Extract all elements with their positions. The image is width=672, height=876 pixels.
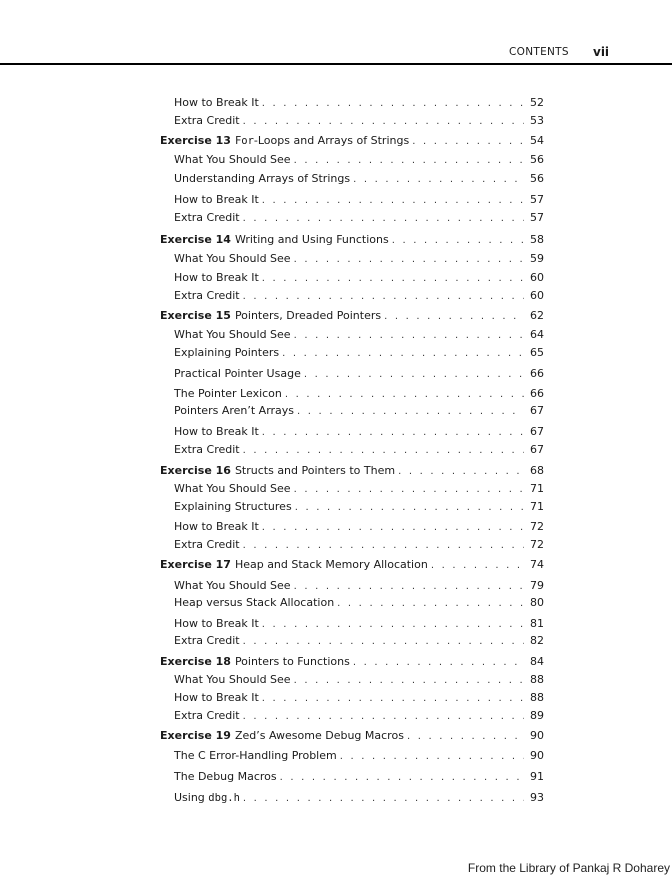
toc-entry[interactable] bbox=[174, 152, 544, 168]
entry-title-code: For bbox=[234, 135, 254, 147]
entry-title bbox=[174, 403, 297, 419]
entry-title-text: Extra Credit bbox=[174, 443, 240, 456]
entry-page-number: 88 bbox=[530, 691, 544, 704]
entry-title-text: Extra Credit bbox=[174, 538, 240, 551]
entry-page-number: 57 bbox=[530, 193, 544, 206]
dot-leader bbox=[262, 691, 524, 707]
toc-entry[interactable] bbox=[174, 288, 544, 304]
dot-leader bbox=[297, 404, 524, 420]
entry-page-number: 71 bbox=[530, 500, 544, 513]
dot-leader bbox=[262, 96, 524, 112]
entry-title bbox=[174, 690, 262, 706]
entry-page-number: 64 bbox=[530, 328, 544, 341]
entry-title bbox=[235, 557, 431, 573]
entry-title-text: How to Break It bbox=[174, 271, 259, 284]
entry-page-number: 72 bbox=[530, 538, 544, 551]
exercise-number: Exercise 15 bbox=[160, 309, 231, 322]
entry-title-text: What You Should See bbox=[174, 328, 291, 341]
entry-page-number: 66 bbox=[530, 387, 544, 400]
exercise-number: Exercise 18 bbox=[160, 655, 231, 668]
toc-entry[interactable] bbox=[174, 95, 544, 111]
entry-title bbox=[235, 232, 392, 248]
dot-leader bbox=[243, 538, 524, 554]
entry-title bbox=[174, 748, 340, 764]
entry-title bbox=[174, 251, 294, 267]
entry-page-number: 93 bbox=[530, 791, 544, 804]
entry-page-number: 67 bbox=[530, 425, 544, 438]
entry-title-text: Structs and Pointers to Them bbox=[234, 464, 396, 477]
entry-title bbox=[174, 537, 243, 553]
dot-leader bbox=[262, 425, 524, 441]
footer-watermark: From the Library of Pankaj R Doharey bbox=[467, 861, 670, 875]
toc-entry[interactable] bbox=[174, 345, 544, 361]
entry-title bbox=[174, 769, 280, 785]
entry-title bbox=[174, 616, 262, 632]
toc-entry[interactable] bbox=[174, 386, 544, 402]
toc-entry[interactable] bbox=[174, 499, 544, 515]
dot-leader bbox=[392, 233, 524, 249]
entry-title-text: What You Should See bbox=[174, 153, 291, 166]
exercise-number: Exercise 17 bbox=[160, 558, 231, 571]
entry-page-number: 54 bbox=[530, 134, 544, 147]
entry-title bbox=[235, 728, 407, 744]
entry-page-number: 88 bbox=[530, 673, 544, 686]
dot-leader bbox=[243, 634, 524, 650]
entry-title-text: How to Break It bbox=[174, 96, 259, 109]
toc-entry[interactable] bbox=[174, 616, 544, 632]
toc-exercise-entry[interactable] bbox=[160, 133, 544, 149]
exercise-number: Exercise 19 bbox=[160, 729, 231, 742]
entry-page-number: 52 bbox=[530, 96, 544, 109]
dot-leader bbox=[398, 464, 524, 480]
dot-leader bbox=[243, 114, 524, 130]
entry-title-text: Explaining Structures bbox=[174, 500, 292, 513]
entry-title-text: What You Should See bbox=[174, 252, 291, 265]
entry-title bbox=[174, 442, 243, 458]
entry-page-number: 90 bbox=[530, 729, 544, 742]
entry-page-number: 60 bbox=[530, 289, 544, 302]
entry-title bbox=[235, 133, 412, 149]
toc-entry[interactable] bbox=[174, 327, 544, 343]
entry-title-text: Explaining Pointers bbox=[174, 346, 280, 359]
entry-title bbox=[235, 308, 384, 324]
entry-title-text: How to Break It bbox=[174, 691, 259, 704]
toc-entry[interactable] bbox=[174, 481, 544, 497]
page-number: vii bbox=[593, 45, 610, 59]
entry-title-text: Heap versus Stack Allocation bbox=[174, 596, 335, 609]
entry-title bbox=[174, 633, 243, 649]
entry-title-text: Heap and Stack Memory Allocation bbox=[234, 558, 428, 571]
entry-title-text: How to Break It bbox=[174, 425, 259, 438]
entry-page-number: 66 bbox=[530, 367, 544, 380]
toc-entry[interactable] bbox=[174, 769, 544, 785]
entry-title bbox=[174, 386, 285, 402]
entry-title bbox=[174, 288, 243, 304]
entry-page-number: 53 bbox=[530, 114, 544, 127]
dot-leader bbox=[294, 153, 524, 169]
entry-title bbox=[174, 345, 282, 361]
entry-title-text: Pointers, Dreaded Pointers bbox=[234, 309, 382, 322]
entry-page-number: 82 bbox=[530, 634, 544, 647]
entry-page-number: 59 bbox=[530, 252, 544, 265]
toc-entry[interactable] bbox=[174, 251, 544, 267]
entry-title-text: Understanding Arrays of Strings bbox=[174, 172, 351, 185]
toc-entry[interactable] bbox=[174, 708, 544, 724]
entry-title bbox=[174, 595, 337, 611]
entry-title bbox=[174, 171, 353, 187]
dot-leader bbox=[340, 749, 524, 765]
dot-leader bbox=[407, 729, 524, 745]
toc-entry[interactable] bbox=[174, 672, 544, 688]
dot-leader bbox=[412, 134, 524, 150]
toc-entry[interactable] bbox=[174, 366, 544, 382]
entry-title-text: -Loops and Arrays of Strings bbox=[253, 134, 410, 147]
entry-title-text: The Debug Macros bbox=[174, 770, 277, 783]
entry-page-number: 60 bbox=[530, 271, 544, 284]
entry-title bbox=[174, 95, 262, 111]
entry-title bbox=[174, 210, 243, 226]
toc-entry[interactable] bbox=[174, 210, 544, 226]
entry-page-number: 74 bbox=[530, 558, 544, 571]
entry-title-prefix: Using bbox=[174, 791, 209, 804]
entry-page-number: 81 bbox=[530, 617, 544, 630]
toc-entry[interactable] bbox=[174, 424, 544, 440]
entry-title-text: Pointers to Functions bbox=[234, 655, 350, 668]
dot-leader bbox=[294, 673, 524, 689]
entry-title-text: What You Should See bbox=[174, 673, 291, 686]
exercise-number: Exercise 13 bbox=[160, 134, 231, 147]
dot-leader bbox=[353, 655, 524, 671]
toc-exercise-entry[interactable] bbox=[160, 463, 544, 479]
entry-page-number: 65 bbox=[530, 346, 544, 359]
entry-page-number: 91 bbox=[530, 770, 544, 783]
entry-title bbox=[174, 366, 304, 382]
toc-entry[interactable] bbox=[174, 519, 544, 535]
entry-title bbox=[174, 424, 262, 440]
entry-title bbox=[174, 270, 262, 286]
dot-leader bbox=[262, 193, 524, 209]
entry-title-text: What You Should See bbox=[174, 579, 291, 592]
entry-page-number: 67 bbox=[530, 404, 544, 417]
entry-title bbox=[174, 327, 294, 343]
header-rule bbox=[0, 63, 672, 65]
entry-title bbox=[174, 708, 243, 724]
toc-entry[interactable] bbox=[174, 270, 544, 286]
entry-title-text: Extra Credit bbox=[174, 289, 240, 302]
dot-leader bbox=[282, 346, 524, 362]
toc-entry[interactable] bbox=[174, 113, 544, 129]
entry-page-number: 57 bbox=[530, 211, 544, 224]
entry-page-number: 90 bbox=[530, 749, 544, 762]
entry-title-text: Extra Credit bbox=[174, 114, 240, 127]
entry-page-number: 71 bbox=[530, 482, 544, 495]
toc-entry[interactable] bbox=[174, 403, 544, 419]
toc-entry[interactable] bbox=[174, 171, 544, 187]
dot-leader bbox=[294, 328, 524, 344]
entry-title-text: How to Break It bbox=[174, 193, 259, 206]
entry-page-number: 62 bbox=[530, 309, 544, 322]
dot-leader bbox=[243, 443, 524, 459]
toc-exercise-entry[interactable] bbox=[160, 232, 544, 248]
entry-title-text: The Pointer Lexicon bbox=[174, 387, 282, 400]
entry-title bbox=[174, 519, 262, 535]
dot-leader bbox=[304, 367, 524, 383]
entry-page-number: 89 bbox=[530, 709, 544, 722]
running-head: CONTENTS bbox=[509, 46, 569, 58]
entry-title-text: Extra Credit bbox=[174, 634, 240, 647]
toc-exercise-entry[interactable] bbox=[160, 654, 544, 670]
dot-leader bbox=[337, 596, 524, 612]
entry-page-number: 80 bbox=[530, 596, 544, 609]
dot-leader bbox=[262, 271, 524, 287]
dot-leader bbox=[262, 617, 524, 633]
toc-exercise-entry[interactable] bbox=[160, 728, 544, 744]
entry-title-text: Pointers Aren’t Arrays bbox=[174, 404, 295, 417]
dot-leader bbox=[431, 558, 524, 574]
entry-title-text: What You Should See bbox=[174, 482, 291, 495]
entry-page-number: 56 bbox=[530, 172, 544, 185]
entry-title-text: How to Break It bbox=[174, 520, 259, 533]
entry-page-number: 68 bbox=[530, 464, 544, 477]
entry-title-text: Extra Credit bbox=[174, 709, 240, 722]
dot-leader bbox=[384, 309, 524, 325]
toc-entry[interactable] bbox=[174, 192, 544, 208]
entry-title bbox=[174, 152, 294, 168]
entry-title bbox=[174, 192, 262, 208]
entry-title-text: Zed’s Awesome Debug Macros bbox=[234, 729, 404, 742]
entry-title-text: How to Break It bbox=[174, 617, 259, 630]
entry-title bbox=[174, 790, 243, 806]
entry-page-number: 58 bbox=[530, 233, 544, 246]
toc-entry[interactable] bbox=[174, 537, 544, 553]
entry-page-number: 56 bbox=[530, 153, 544, 166]
entry-page-number: 72 bbox=[530, 520, 544, 533]
entry-title-text: Extra Credit bbox=[174, 211, 240, 224]
entry-title bbox=[174, 499, 295, 515]
toc-exercise-entry[interactable] bbox=[160, 557, 544, 573]
dot-leader bbox=[243, 791, 524, 807]
dot-leader bbox=[294, 252, 524, 268]
entry-page-number: 79 bbox=[530, 579, 544, 592]
entry-title-text: The C Error-Handling Problem bbox=[174, 749, 337, 762]
dot-leader bbox=[243, 709, 524, 725]
toc-exercise-entry[interactable] bbox=[160, 308, 544, 324]
dot-leader bbox=[294, 482, 524, 498]
entry-title bbox=[174, 113, 243, 129]
exercise-number: Exercise 16 bbox=[160, 464, 231, 477]
entry-title-text: Practical Pointer Usage bbox=[174, 367, 301, 380]
toc-entry[interactable] bbox=[174, 442, 544, 458]
entry-title bbox=[235, 654, 353, 670]
exercise-number: Exercise 14 bbox=[160, 233, 231, 246]
entry-page-number: 67 bbox=[530, 443, 544, 456]
dot-leader bbox=[294, 579, 524, 595]
toc-entry[interactable] bbox=[174, 578, 544, 594]
dot-leader bbox=[295, 500, 524, 516]
toc-entry[interactable] bbox=[174, 790, 544, 806]
dot-leader bbox=[243, 289, 524, 305]
dot-leader bbox=[353, 172, 524, 188]
dot-leader bbox=[285, 387, 524, 403]
entry-title bbox=[235, 463, 398, 479]
entry-title bbox=[174, 578, 294, 594]
entry-title-code: dbg.h bbox=[208, 792, 240, 804]
toc-entry[interactable] bbox=[174, 595, 544, 611]
entry-title bbox=[174, 481, 294, 497]
entry-title bbox=[174, 672, 294, 688]
page-header bbox=[0, 0, 672, 66]
toc-entry[interactable] bbox=[174, 633, 544, 649]
toc-entry[interactable] bbox=[174, 690, 544, 706]
entry-title-text: Writing and Using Functions bbox=[234, 233, 389, 246]
dot-leader bbox=[280, 770, 524, 786]
toc-entry[interactable] bbox=[174, 748, 544, 764]
entry-page-number: 84 bbox=[530, 655, 544, 668]
dot-leader bbox=[243, 211, 524, 227]
dot-leader bbox=[262, 520, 524, 536]
